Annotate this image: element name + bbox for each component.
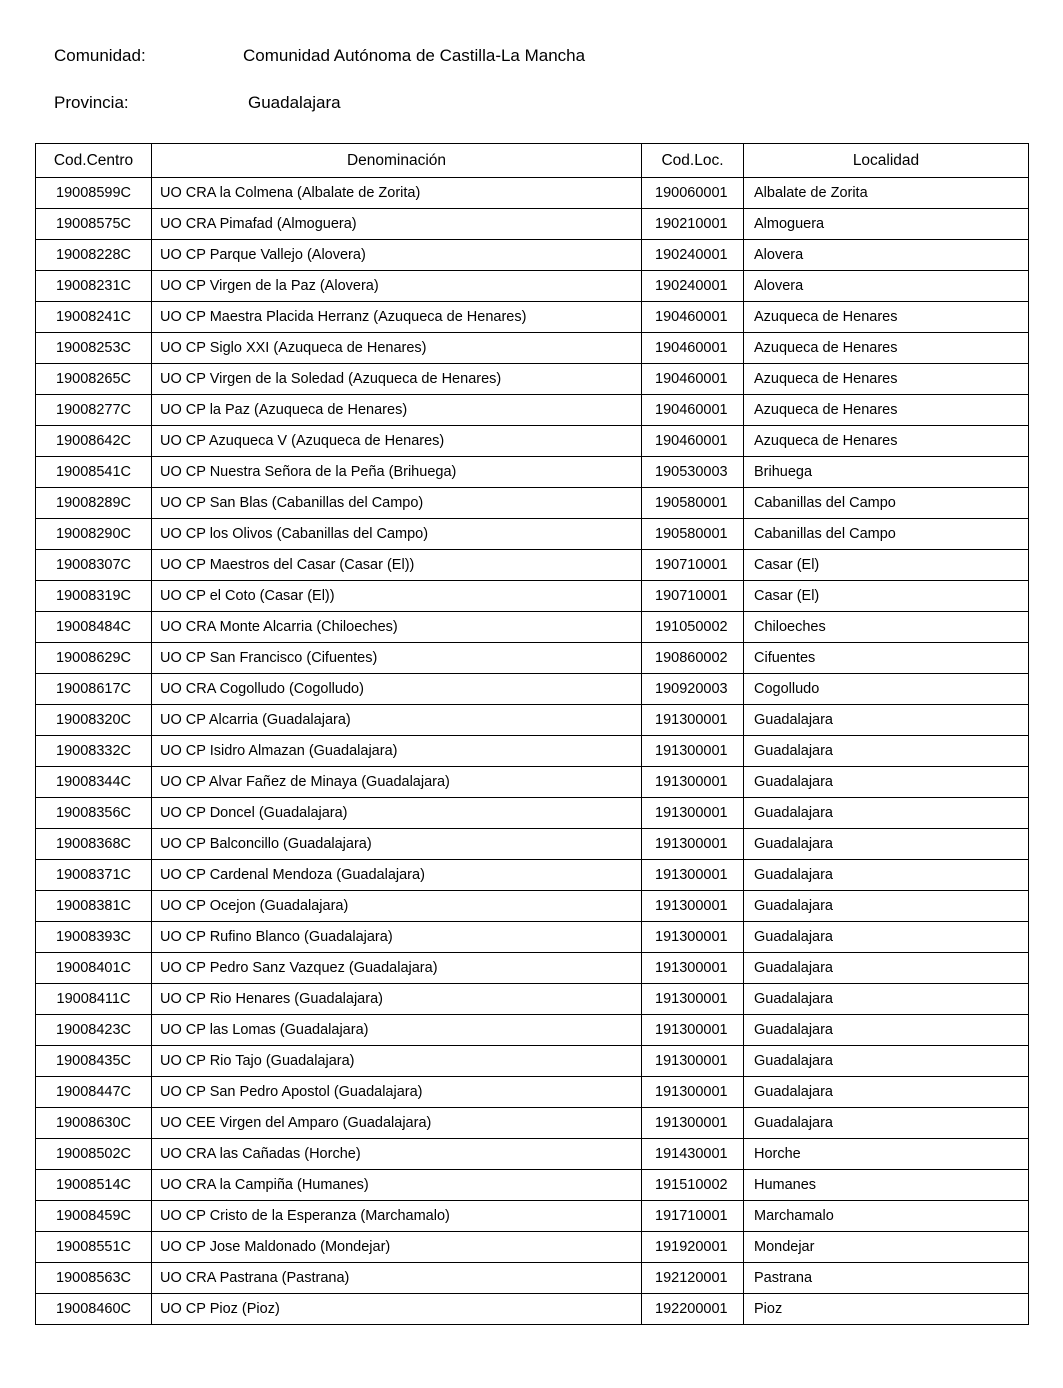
table-row bbox=[36, 333, 1029, 364]
cell-cod-centro: 19008629C bbox=[36, 643, 152, 674]
cell-cod-centro: 19008514C bbox=[36, 1170, 152, 1201]
table-row bbox=[36, 302, 1029, 333]
cell-cod-loc: 191710001 bbox=[642, 1201, 744, 1232]
cell-cod-centro: 19008575C bbox=[36, 209, 152, 240]
cell-cod-loc: 191050002 bbox=[642, 612, 744, 643]
table-row bbox=[36, 674, 1029, 705]
cell-localidad: Guadalajara bbox=[744, 1108, 1029, 1139]
cell-denominacion: UO CP Jose Maldonado (Mondejar) bbox=[152, 1232, 642, 1263]
cell-cod-loc: 191300001 bbox=[642, 829, 744, 860]
cell-localidad: Guadalajara bbox=[744, 705, 1029, 736]
cell-cod-loc: 190210001 bbox=[642, 209, 744, 240]
cell-cod-loc: 190460001 bbox=[642, 302, 744, 333]
cell-denominacion: UO CRA la Campiña (Humanes) bbox=[152, 1170, 642, 1201]
cell-cod-centro: 19008551C bbox=[36, 1232, 152, 1263]
cell-cod-loc: 190460001 bbox=[642, 333, 744, 364]
cell-localidad: Cabanillas del Campo bbox=[744, 519, 1029, 550]
cell-cod-centro: 19008231C bbox=[36, 271, 152, 302]
table-row bbox=[36, 798, 1029, 829]
cell-cod-centro: 19008320C bbox=[36, 705, 152, 736]
cell-cod-centro: 19008459C bbox=[36, 1201, 152, 1232]
cell-cod-centro: 19008253C bbox=[36, 333, 152, 364]
table-row bbox=[36, 240, 1029, 271]
cell-denominacion: UO CP Virgen de la Paz (Alovera) bbox=[152, 271, 642, 302]
cell-cod-loc: 190060001 bbox=[642, 178, 744, 209]
table-row bbox=[36, 1046, 1029, 1077]
cell-denominacion: UO CP Rufino Blanco (Guadalajara) bbox=[152, 922, 642, 953]
cell-localidad: Guadalajara bbox=[744, 798, 1029, 829]
cell-cod-loc: 190460001 bbox=[642, 426, 744, 457]
cell-cod-centro: 19008307C bbox=[36, 550, 152, 581]
cell-denominacion: UO CP Alvar Fañez de Minaya (Guadalajara) bbox=[152, 767, 642, 798]
cell-denominacion: UO CEE Virgen del Amparo (Guadalajara) bbox=[152, 1108, 642, 1139]
cell-cod-centro: 19008423C bbox=[36, 1015, 152, 1046]
table-row bbox=[36, 922, 1029, 953]
table-row bbox=[36, 457, 1029, 488]
cell-cod-loc: 191300001 bbox=[642, 1046, 744, 1077]
cell-cod-loc: 190580001 bbox=[642, 488, 744, 519]
table-row bbox=[36, 178, 1029, 209]
cell-denominacion: UO CP Pioz (Pioz) bbox=[152, 1294, 642, 1325]
table-row bbox=[36, 1015, 1029, 1046]
cell-denominacion: UO CP las Lomas (Guadalajara) bbox=[152, 1015, 642, 1046]
cell-cod-loc: 191300001 bbox=[642, 1015, 744, 1046]
cell-cod-centro: 19008630C bbox=[36, 1108, 152, 1139]
cell-localidad: Casar (El) bbox=[744, 550, 1029, 581]
cell-cod-loc: 191300001 bbox=[642, 705, 744, 736]
cell-denominacion: UO CP Azuqueca V (Azuqueca de Henares) bbox=[152, 426, 642, 457]
cell-denominacion: UO CRA Pimafad (Almoguera) bbox=[152, 209, 642, 240]
cell-localidad: Cifuentes bbox=[744, 643, 1029, 674]
cell-localidad: Guadalajara bbox=[744, 829, 1029, 860]
cell-denominacion: UO CP Ocejon (Guadalajara) bbox=[152, 891, 642, 922]
cell-denominacion: UO CP Isidro Almazan (Guadalajara) bbox=[152, 736, 642, 767]
cell-cod-centro: 19008642C bbox=[36, 426, 152, 457]
table-row bbox=[36, 767, 1029, 798]
cell-localidad: Chiloeches bbox=[744, 612, 1029, 643]
provincia-value: Guadalajara bbox=[248, 93, 341, 112]
column-header-denominacion: Denominación bbox=[152, 144, 642, 178]
cell-denominacion: UO CP Pedro Sanz Vazquez (Guadalajara) bbox=[152, 953, 642, 984]
cell-cod-loc: 191300001 bbox=[642, 1108, 744, 1139]
comunidad-label: Comunidad: bbox=[54, 46, 146, 65]
cell-localidad: Brihuega bbox=[744, 457, 1029, 488]
column-header-cod-loc: Cod.Loc. bbox=[642, 144, 744, 178]
table-header-row bbox=[36, 144, 1029, 178]
cell-cod-loc: 191300001 bbox=[642, 984, 744, 1015]
cell-localidad: Pioz bbox=[744, 1294, 1029, 1325]
cell-cod-centro: 19008319C bbox=[36, 581, 152, 612]
cell-cod-centro: 19008599C bbox=[36, 178, 152, 209]
table-row bbox=[36, 984, 1029, 1015]
cell-cod-centro: 19008393C bbox=[36, 922, 152, 953]
table-row bbox=[36, 426, 1029, 457]
cell-denominacion: UO CP San Blas (Cabanillas del Campo) bbox=[152, 488, 642, 519]
cell-localidad: Azuqueca de Henares bbox=[744, 426, 1029, 457]
table-row bbox=[36, 1232, 1029, 1263]
cell-denominacion: UO CP Maestra Placida Herranz (Azuqueca de Henares) bbox=[152, 302, 642, 333]
cell-localidad: Azuqueca de Henares bbox=[744, 364, 1029, 395]
cell-localidad: Almoguera bbox=[744, 209, 1029, 240]
table-row bbox=[36, 519, 1029, 550]
cell-localidad: Guadalajara bbox=[744, 1015, 1029, 1046]
cell-localidad: Azuqueca de Henares bbox=[744, 395, 1029, 426]
cell-cod-loc: 190710001 bbox=[642, 550, 744, 581]
cell-denominacion: UO CRA Monte Alcarria (Chiloeches) bbox=[152, 612, 642, 643]
table-row bbox=[36, 1139, 1029, 1170]
cell-cod-centro: 19008290C bbox=[36, 519, 152, 550]
cell-denominacion: UO CP Cardenal Mendoza (Guadalajara) bbox=[152, 860, 642, 891]
cell-localidad: Guadalajara bbox=[744, 922, 1029, 953]
cell-cod-centro: 19008484C bbox=[36, 612, 152, 643]
column-header-localidad: Localidad bbox=[744, 144, 1029, 178]
cell-localidad: Guadalajara bbox=[744, 860, 1029, 891]
cell-localidad: Cabanillas del Campo bbox=[744, 488, 1029, 519]
cell-cod-loc: 191300001 bbox=[642, 860, 744, 891]
cell-cod-centro: 19008356C bbox=[36, 798, 152, 829]
cell-denominacion: UO CP San Francisco (Cifuentes) bbox=[152, 643, 642, 674]
cell-localidad: Guadalajara bbox=[744, 953, 1029, 984]
cell-denominacion: UO CP Nuestra Señora de la Peña (Brihuega) bbox=[152, 457, 642, 488]
table-row bbox=[36, 271, 1029, 302]
cell-cod-centro: 19008617C bbox=[36, 674, 152, 705]
table-row bbox=[36, 1263, 1029, 1294]
table-row bbox=[36, 891, 1029, 922]
cell-cod-loc: 191300001 bbox=[642, 798, 744, 829]
cell-cod-centro: 19008265C bbox=[36, 364, 152, 395]
cell-cod-loc: 190240001 bbox=[642, 271, 744, 302]
cell-cod-centro: 19008460C bbox=[36, 1294, 152, 1325]
cell-cod-centro: 19008371C bbox=[36, 860, 152, 891]
cell-cod-centro: 19008332C bbox=[36, 736, 152, 767]
cell-cod-loc: 191300001 bbox=[642, 922, 744, 953]
provincia-label: Provincia: bbox=[54, 93, 129, 112]
cell-localidad: Mondejar bbox=[744, 1232, 1029, 1263]
column-header-cod-centro: Cod.Centro bbox=[36, 144, 152, 178]
cell-localidad: Pastrana bbox=[744, 1263, 1029, 1294]
centers-table bbox=[35, 143, 1029, 1325]
cell-localidad: Humanes bbox=[744, 1170, 1029, 1201]
cell-denominacion: UO CP la Paz (Azuqueca de Henares) bbox=[152, 395, 642, 426]
cell-cod-centro: 19008541C bbox=[36, 457, 152, 488]
cell-localidad: Guadalajara bbox=[744, 1077, 1029, 1108]
cell-cod-loc: 190860002 bbox=[642, 643, 744, 674]
cell-denominacion: UO CP los Olivos (Cabanillas del Campo) bbox=[152, 519, 642, 550]
cell-cod-centro: 19008411C bbox=[36, 984, 152, 1015]
cell-denominacion: UO CP Siglo XXI (Azuqueca de Henares) bbox=[152, 333, 642, 364]
table-row bbox=[36, 581, 1029, 612]
cell-denominacion: UO CRA Pastrana (Pastrana) bbox=[152, 1263, 642, 1294]
cell-cod-loc: 191300001 bbox=[642, 891, 744, 922]
cell-localidad: Horche bbox=[744, 1139, 1029, 1170]
cell-denominacion: UO CP Virgen de la Soledad (Azuqueca de Henares) bbox=[152, 364, 642, 395]
cell-localidad: Alovera bbox=[744, 240, 1029, 271]
cell-localidad: Albalate de Zorita bbox=[744, 178, 1029, 209]
cell-cod-loc: 192200001 bbox=[642, 1294, 744, 1325]
table-row bbox=[36, 829, 1029, 860]
cell-cod-loc: 190530003 bbox=[642, 457, 744, 488]
cell-localidad: Azuqueca de Henares bbox=[744, 333, 1029, 364]
cell-cod-centro: 19008344C bbox=[36, 767, 152, 798]
cell-localidad: Guadalajara bbox=[744, 1046, 1029, 1077]
cell-denominacion: UO CP San Pedro Apostol (Guadalajara) bbox=[152, 1077, 642, 1108]
cell-denominacion: UO CP Alcarria (Guadalajara) bbox=[152, 705, 642, 736]
cell-denominacion: UO CP Rio Henares (Guadalajara) bbox=[152, 984, 642, 1015]
cell-denominacion: UO CRA Cogolludo (Cogolludo) bbox=[152, 674, 642, 705]
cell-cod-loc: 190240001 bbox=[642, 240, 744, 271]
table-row bbox=[36, 643, 1029, 674]
table-row bbox=[36, 1077, 1029, 1108]
table-row bbox=[36, 860, 1029, 891]
comunidad-value: Comunidad Autónoma de Castilla-La Mancha bbox=[243, 46, 586, 65]
table-row bbox=[36, 705, 1029, 736]
table-row bbox=[36, 1170, 1029, 1201]
cell-cod-centro: 19008289C bbox=[36, 488, 152, 519]
cell-cod-loc: 191920001 bbox=[642, 1232, 744, 1263]
table-row bbox=[36, 953, 1029, 984]
cell-cod-centro: 19008381C bbox=[36, 891, 152, 922]
cell-localidad: Marchamalo bbox=[744, 1201, 1029, 1232]
cell-cod-loc: 191300001 bbox=[642, 767, 744, 798]
cell-cod-loc: 190460001 bbox=[642, 364, 744, 395]
cell-denominacion: UO CP Balconcillo (Guadalajara) bbox=[152, 829, 642, 860]
table-row bbox=[36, 1294, 1029, 1325]
cell-cod-centro: 19008447C bbox=[36, 1077, 152, 1108]
cell-cod-centro: 19008401C bbox=[36, 953, 152, 984]
table-row bbox=[36, 1108, 1029, 1139]
cell-cod-loc: 192120001 bbox=[642, 1263, 744, 1294]
cell-denominacion: UO CP Doncel (Guadalajara) bbox=[152, 798, 642, 829]
cell-localidad: Casar (El) bbox=[744, 581, 1029, 612]
cell-cod-loc: 190460001 bbox=[642, 395, 744, 426]
table-row bbox=[36, 736, 1029, 767]
cell-cod-loc: 191300001 bbox=[642, 953, 744, 984]
cell-denominacion: UO CRA la Colmena (Albalate de Zorita) bbox=[152, 178, 642, 209]
table-row bbox=[36, 550, 1029, 581]
cell-cod-loc: 191430001 bbox=[642, 1139, 744, 1170]
cell-cod-centro: 19008277C bbox=[36, 395, 152, 426]
table-body bbox=[36, 178, 1029, 1325]
cell-localidad: Guadalajara bbox=[744, 767, 1029, 798]
cell-denominacion: UO CP Cristo de la Esperanza (Marchamalo) bbox=[152, 1201, 642, 1232]
cell-cod-centro: 19008563C bbox=[36, 1263, 152, 1294]
table-row bbox=[36, 488, 1029, 519]
cell-localidad: Azuqueca de Henares bbox=[744, 302, 1029, 333]
cell-denominacion: UO CP Maestros del Casar (Casar (El)) bbox=[152, 550, 642, 581]
cell-cod-centro: 19008368C bbox=[36, 829, 152, 860]
table-row bbox=[36, 1201, 1029, 1232]
cell-denominacion: UO CP Parque Vallejo (Alovera) bbox=[152, 240, 642, 271]
cell-localidad: Alovera bbox=[744, 271, 1029, 302]
cell-denominacion: UO CRA las Cañadas (Horche) bbox=[152, 1139, 642, 1170]
cell-cod-loc: 191300001 bbox=[642, 736, 744, 767]
cell-cod-loc: 191510002 bbox=[642, 1170, 744, 1201]
cell-denominacion: UO CP Rio Tajo (Guadalajara) bbox=[152, 1046, 642, 1077]
table-row bbox=[36, 364, 1029, 395]
cell-cod-centro: 19008435C bbox=[36, 1046, 152, 1077]
cell-cod-centro: 19008228C bbox=[36, 240, 152, 271]
cell-denominacion: UO CP el Coto (Casar (El)) bbox=[152, 581, 642, 612]
table-row bbox=[36, 612, 1029, 643]
cell-cod-loc: 190920003 bbox=[642, 674, 744, 705]
cell-cod-centro: 19008502C bbox=[36, 1139, 152, 1170]
table-row bbox=[36, 209, 1029, 240]
cell-localidad: Guadalajara bbox=[744, 984, 1029, 1015]
cell-cod-loc: 190580001 bbox=[642, 519, 744, 550]
cell-localidad: Guadalajara bbox=[744, 736, 1029, 767]
cell-cod-loc: 190710001 bbox=[642, 581, 744, 612]
cell-cod-centro: 19008241C bbox=[36, 302, 152, 333]
table-row bbox=[36, 395, 1029, 426]
cell-localidad: Cogolludo bbox=[744, 674, 1029, 705]
cell-cod-loc: 191300001 bbox=[642, 1077, 744, 1108]
cell-localidad: Guadalajara bbox=[744, 891, 1029, 922]
